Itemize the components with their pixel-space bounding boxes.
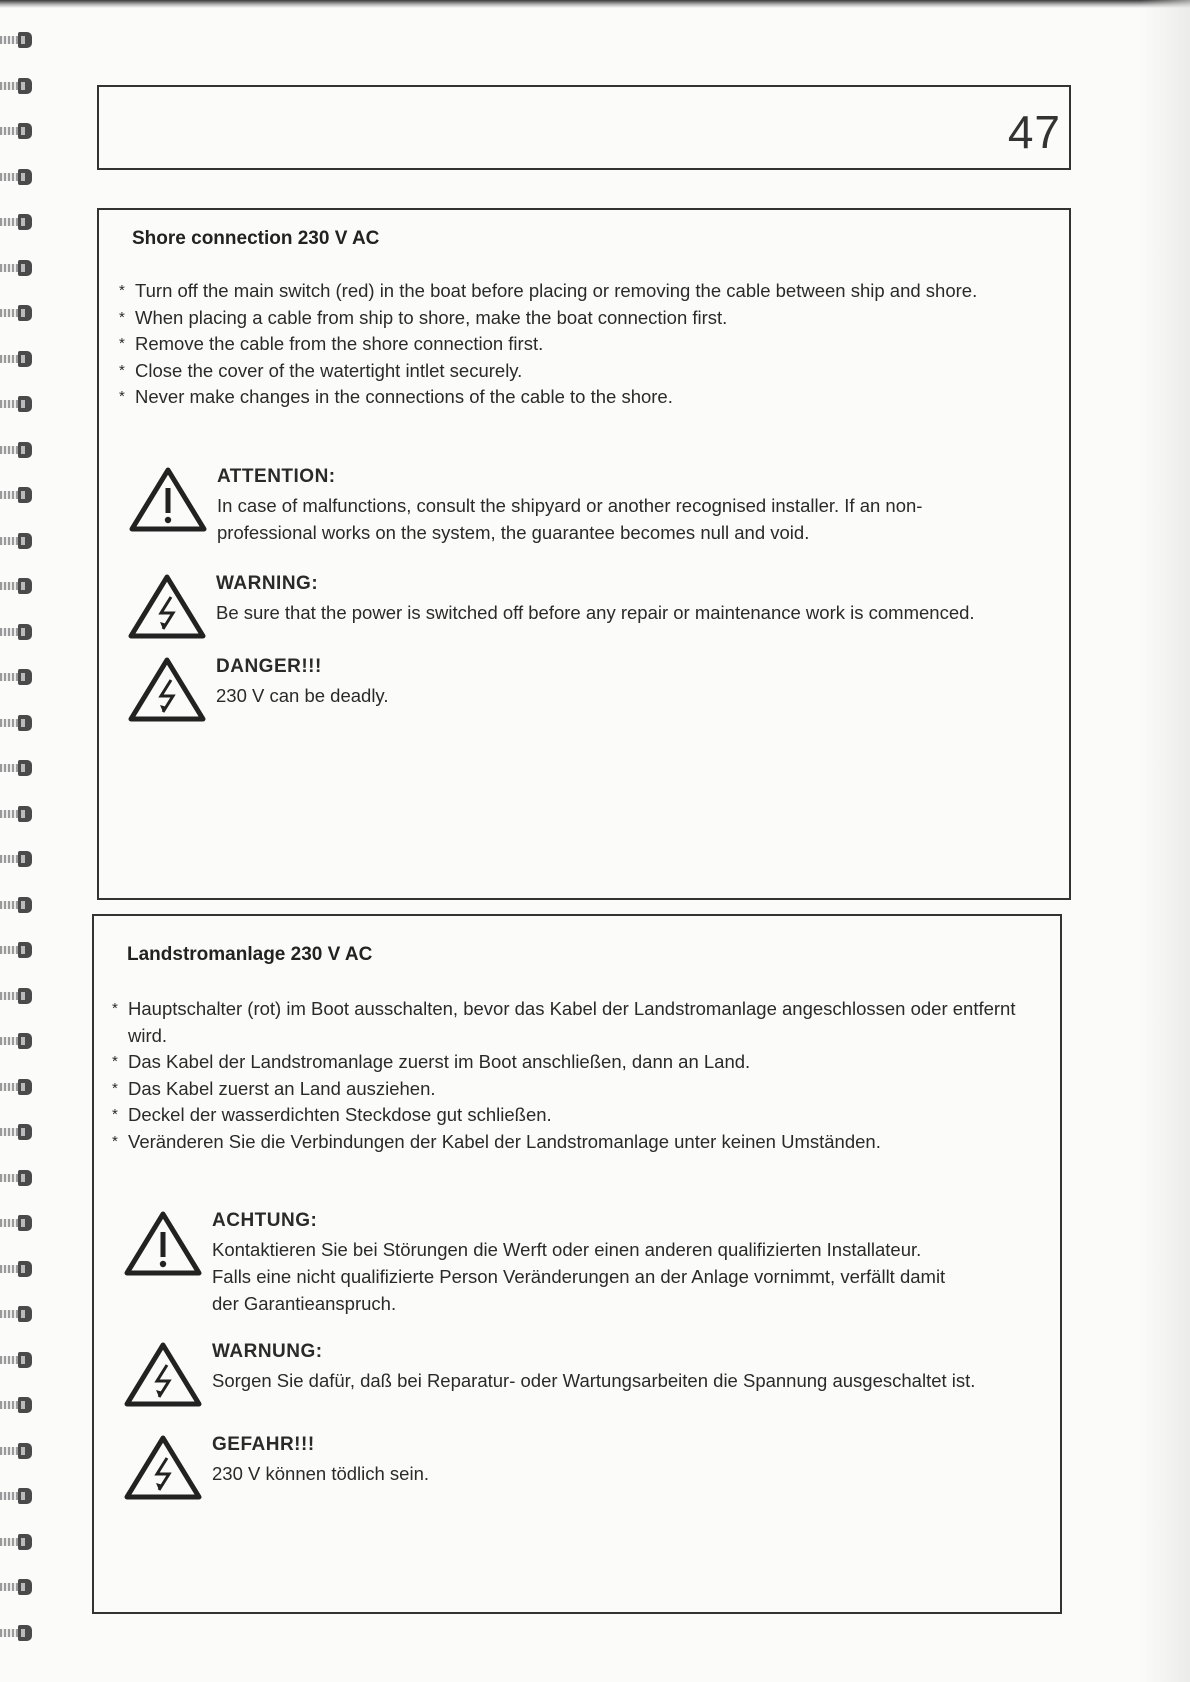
- instruction-list: [119, 278, 1059, 411]
- notice-text: Be sure that the power is switched off before any repair or maintenance work is commenced.: [216, 602, 975, 623]
- binding-ring: [0, 167, 34, 187]
- gefahr-notice: [124, 1434, 1044, 1504]
- binding-ring: [0, 1486, 34, 1506]
- scan-top-edge: [0, 0, 1190, 8]
- notice-text: 230 V can be deadly.: [216, 685, 389, 706]
- binding-ring: [0, 485, 34, 505]
- notice-heading: DANGER!!!: [216, 656, 322, 677]
- notice-text: Sorgen Sie dafür, daß bei Reparatur- oder Wartungsarbeiten die Spannung ausgeschaltet ist.: [212, 1370, 976, 1391]
- notice-heading: GEFAHR!!!: [212, 1434, 315, 1455]
- list-item: * Hauptschalter (rot) im Boot ausschalten, bevor das Kabel der Landstromanlage angeschlossen oder entfernt wird.: [112, 998, 1016, 1046]
- notice-text: In case of malfunctions, consult the shipyard or another recognised installer. If an non- professional works on the system, the guarantee becomes null and void.: [217, 495, 923, 543]
- notice-text: 230 V können tödlich sein.: [212, 1463, 430, 1484]
- binding-ring: [0, 804, 34, 824]
- binding-ring: [0, 303, 34, 323]
- binding-ring: [0, 1395, 34, 1415]
- binding-ring: [0, 1168, 34, 1188]
- binding-ring: [0, 713, 34, 733]
- binding-ring: [0, 440, 34, 460]
- list-item: * Das Kabel zuerst an Land ausziehen.: [112, 1077, 436, 1099]
- binding-ring: [0, 1304, 34, 1324]
- binding-ring: [0, 1122, 34, 1142]
- binding-ring: [0, 394, 34, 414]
- binding-ring: [0, 1213, 34, 1233]
- electric-hazard-icon: [128, 656, 206, 722]
- notice-heading: WARNUNG:: [212, 1341, 323, 1362]
- exclamation-warning-icon: [124, 1210, 202, 1276]
- binding-ring: [0, 30, 34, 50]
- electric-hazard-icon: [124, 1341, 202, 1407]
- binding-ring: [0, 849, 34, 869]
- warning-notice: [128, 573, 1048, 643]
- list-item: * Das Kabel der Landstromanlage zuerst im Boot anschließen, dann an Land.: [112, 1051, 751, 1072]
- binding-ring: [0, 1259, 34, 1279]
- list-item: * When placing a cable from ship to shore, make the boat connection first.: [119, 306, 728, 328]
- binding-ring: [0, 1031, 34, 1051]
- notice-heading: ATTENTION:: [217, 466, 336, 487]
- binding-ring: [0, 1441, 34, 1461]
- binding-ring: [0, 121, 34, 141]
- binding-ring: [0, 758, 34, 778]
- electric-hazard-icon: [128, 573, 206, 639]
- binding-ring: [0, 1532, 34, 1552]
- instruction-list: [112, 996, 1032, 1155]
- binding-ring: [0, 986, 34, 1006]
- shore-connection-section: [97, 208, 1071, 900]
- list-item: * Never make changes in the connections of the cable to the shore.: [119, 386, 673, 407]
- binding-ring: [0, 258, 34, 278]
- list-item: * Close the cover of the watertight intlet securely.: [119, 359, 523, 381]
- binding-ring: [0, 895, 34, 915]
- electric-hazard-icon: [124, 1434, 202, 1500]
- page-number: 47: [1007, 106, 1061, 158]
- binding-ring: [0, 1350, 34, 1370]
- section-title: Landstromanlage 230 V AC: [127, 944, 373, 965]
- binding-ring: [0, 1577, 34, 1597]
- achtung-notice: [124, 1210, 1044, 1320]
- notice-heading: ACHTUNG:: [212, 1210, 318, 1231]
- binding-ring: [0, 576, 34, 596]
- spiral-binding: [0, 30, 34, 1680]
- binding-ring: [0, 212, 34, 232]
- list-item: * Remove the cable from the shore connection first.: [119, 333, 544, 354]
- section-title: Shore connection 230 V AC: [132, 228, 380, 249]
- list-item: * Deckel der wasserdichten Steckdose gut schließen.: [112, 1104, 552, 1125]
- binding-ring: [0, 76, 34, 96]
- list-item: * Turn off the main switch (red) in the boat before placing or removing the cable between ship and shore.: [119, 280, 978, 301]
- scan-right-edge: [1140, 0, 1190, 1682]
- page-header-box: [97, 85, 1071, 170]
- notice-text: Kontaktieren Sie bei Störungen die Werft oder einen anderen qualifizierten Installateur. Falls eine nicht qualifizierte Person Veränderungen an der Anlage vornimmt, verfällt damit der Garantieanspruch.: [212, 1239, 946, 1314]
- binding-ring: [0, 531, 34, 551]
- binding-ring: [0, 940, 34, 960]
- binding-ring: [0, 1623, 34, 1643]
- landstromanlage-section: [92, 914, 1062, 1614]
- list-item: * Veränderen Sie die Verbindungen der Kabel der Landstromanlage unter keinen Umständen.: [112, 1130, 881, 1152]
- notice-heading: WARNING:: [216, 573, 319, 594]
- binding-ring: [0, 349, 34, 369]
- binding-ring: [0, 622, 34, 642]
- warnung-notice: [124, 1341, 1044, 1411]
- attention-notice: [129, 466, 1049, 556]
- binding-ring: [0, 1077, 34, 1097]
- danger-notice: [128, 656, 1048, 726]
- exclamation-warning-icon: [129, 466, 207, 532]
- binding-ring: [0, 667, 34, 687]
